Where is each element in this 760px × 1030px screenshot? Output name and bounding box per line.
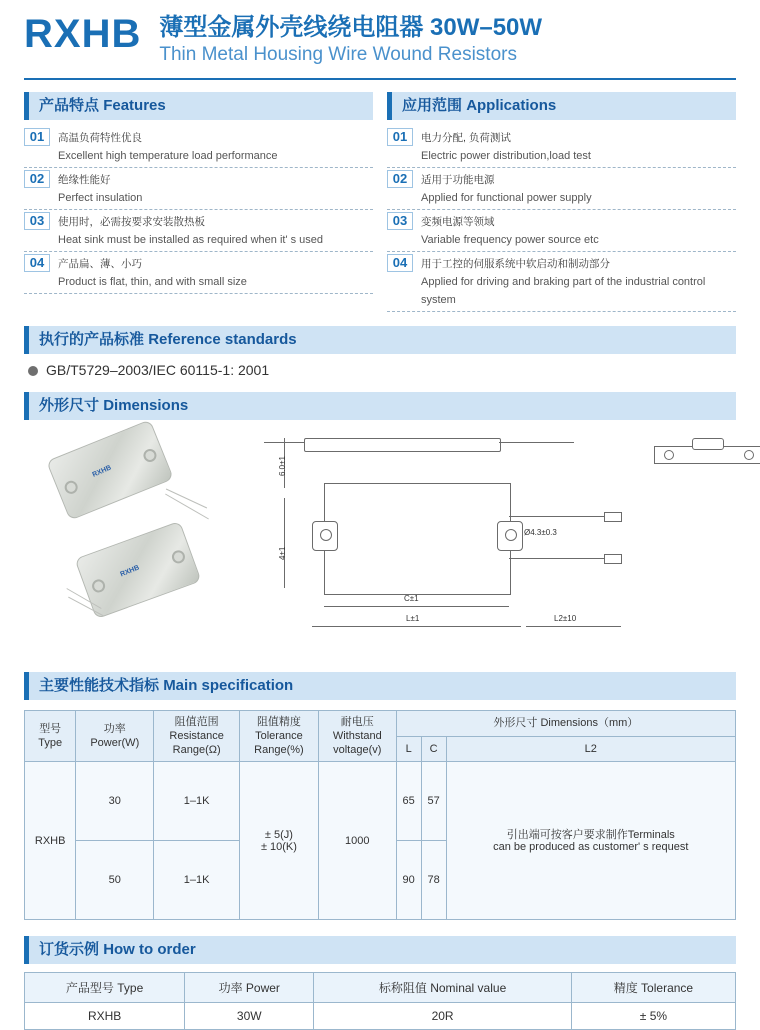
list-item xyxy=(387,126,736,168)
table-row xyxy=(25,1003,736,1030)
standards-bar-cn: 执行的产品标准 xyxy=(39,331,145,348)
standards-bar-en: Reference standards xyxy=(148,331,297,348)
col-header-resistance-en2: Range(Ω) xyxy=(172,744,221,756)
col-header-power-cn: 功率 xyxy=(103,723,126,735)
item-text-en: Applied for functional power supply xyxy=(421,192,592,204)
howtoorder-bar-cn: 订货示例 xyxy=(39,941,100,958)
dim-line-l2 xyxy=(526,626,621,627)
item-number: 03 xyxy=(24,212,50,230)
cell-type: RXHB xyxy=(25,762,76,920)
header-titles xyxy=(159,12,542,68)
table-header-row xyxy=(25,973,736,1003)
item-text xyxy=(58,128,373,164)
col-header-tolerance-cn: 阻值精度 xyxy=(256,716,301,728)
col-header-dimensions-cn: 外形尺寸 xyxy=(493,717,538,730)
list-item xyxy=(24,168,373,210)
standards-section-bar xyxy=(24,326,736,354)
cell-l2-note-en: can be produced as customer' s request xyxy=(493,840,689,853)
item-number: 04 xyxy=(24,254,50,272)
dimensions-bar-cn: 外形尺寸 xyxy=(39,397,100,414)
cell-l: 90 xyxy=(396,841,421,920)
col-header-l: L xyxy=(396,736,421,762)
applications-list xyxy=(387,126,736,312)
dim-label-height: 6.0±1 xyxy=(278,456,287,476)
cell-resistance: 1–1K xyxy=(154,762,240,841)
col-header-tolerance-en2: Range(%) xyxy=(254,744,304,756)
photo-label: RXHB xyxy=(119,564,141,579)
drawing-lead-line xyxy=(499,442,574,443)
item-text-en: Perfect insulation xyxy=(58,192,143,204)
item-text xyxy=(58,254,373,290)
page-title-en: Thin Metal Housing Wire Wound Resistors xyxy=(159,44,517,65)
order-cell-type: RXHB xyxy=(25,1003,185,1030)
table-header-row xyxy=(25,711,736,737)
mainspec-section xyxy=(0,672,760,700)
dim-label-c: C±1 xyxy=(404,594,419,603)
dimensions-section-bar xyxy=(24,392,736,420)
cell-c: 78 xyxy=(421,841,446,920)
cell-l2-note-cn: 引出端可按客户要求制作Terminals xyxy=(506,828,675,841)
col-header-voltage xyxy=(318,711,396,762)
dim-line-l xyxy=(312,626,521,627)
mainspec-bar-en: Main specification xyxy=(163,677,294,694)
standards-value-row xyxy=(0,354,760,378)
item-text xyxy=(58,170,373,206)
dimensions-bar-en: Dimensions xyxy=(103,397,189,414)
list-item xyxy=(24,126,373,168)
item-text-cn: 绝缘性能好 xyxy=(58,174,111,186)
howtoorder-bar-en: How to order xyxy=(103,941,196,958)
item-number: 02 xyxy=(24,170,50,188)
side-view-hole-left xyxy=(664,450,674,460)
cell-tolerance xyxy=(240,762,319,920)
cell-power: 30 xyxy=(76,762,154,841)
howtoorder-section-bar xyxy=(24,936,736,964)
terminal-end-left xyxy=(604,512,622,522)
order-col-nominal: 标称阻值 Nominal value xyxy=(314,973,572,1003)
table-row xyxy=(25,762,736,841)
mounting-hole-icon xyxy=(90,578,107,595)
list-item xyxy=(24,252,373,294)
col-header-l2: L2 xyxy=(446,736,735,762)
col-header-power xyxy=(76,711,154,762)
col-header-type-cn: 型号 xyxy=(39,723,62,735)
applications-column xyxy=(387,92,736,312)
cell-voltage: 1000 xyxy=(318,762,396,920)
list-item xyxy=(24,210,373,252)
item-text xyxy=(421,254,736,308)
item-text-cn: 产品扁、薄、小巧 xyxy=(58,258,142,270)
order-col-power: 功率 Power xyxy=(185,973,314,1003)
howtoorder-section xyxy=(0,936,760,964)
header-divider xyxy=(24,78,736,80)
cell-l: 65 xyxy=(396,762,421,841)
applications-bar-en: Applications xyxy=(466,97,557,114)
mainspec-bar-cn: 主要性能技术指标 xyxy=(39,677,160,694)
item-text-en: Heat sink must be installed as required when it' s used xyxy=(58,234,324,246)
bullet-icon xyxy=(28,366,38,376)
col-header-resistance-cn: 阻值范围 xyxy=(174,716,219,728)
item-text-en: Excellent high temperature load performance xyxy=(58,150,278,162)
applications-section-bar xyxy=(387,92,736,120)
technical-drawing xyxy=(264,428,684,658)
features-bar-en: Features xyxy=(103,97,166,114)
col-header-tolerance xyxy=(240,711,319,762)
item-text xyxy=(421,128,736,164)
item-text-cn: 用于工控的伺服系统中软启动和制动部分 xyxy=(421,258,610,270)
top-view-body xyxy=(324,483,511,595)
mounting-hole-icon xyxy=(142,447,159,464)
side-view-center-block xyxy=(692,438,724,450)
main-specification-table xyxy=(24,710,736,920)
cell-power: 50 xyxy=(76,841,154,920)
dim-label-hole: Ø4.3±0.3 xyxy=(524,528,557,537)
col-header-voltage-cn: 耐电压 xyxy=(340,716,374,728)
drawing-lead-line xyxy=(509,516,614,517)
item-text-en: Variable frequency power source etc xyxy=(421,234,599,246)
item-text-en: Electric power distribution,load test xyxy=(421,150,591,162)
page-title-cn: 薄型金属外壳线绕电阻器 30W–50W xyxy=(159,14,543,41)
cell-l2-note xyxy=(446,762,735,920)
features-bar-cn: 产品特点 xyxy=(39,97,100,114)
col-header-type xyxy=(25,711,76,762)
col-header-dimensions-en: Dimensions（mm） xyxy=(540,717,639,730)
col-header-dimensions xyxy=(396,711,735,737)
order-table-head xyxy=(25,973,736,1003)
col-header-tolerance-en1: Tolerance xyxy=(255,730,303,742)
col-header-type-en: Type xyxy=(38,737,63,749)
item-text-en: Product is flat, thin, and with small size xyxy=(58,276,247,288)
col-header-c: C xyxy=(421,736,446,762)
item-text-cn: 变频电源等领域 xyxy=(421,216,495,228)
item-text xyxy=(421,212,736,248)
col-header-resistance-en1: Resistance xyxy=(169,730,224,742)
standards-section xyxy=(0,326,760,354)
item-text-cn: 高温负荷特性优良 xyxy=(58,132,142,144)
cell-tolerance-j: ± 5(J) xyxy=(264,828,293,841)
dimensions-section xyxy=(0,392,760,420)
features-applications-row xyxy=(0,92,760,312)
item-text-cn: 电力分配, 负荷测试 xyxy=(421,132,511,144)
item-number: 04 xyxy=(387,254,413,272)
item-text xyxy=(58,212,373,248)
col-header-voltage-en2: voltage(v) xyxy=(333,744,382,756)
cell-c: 57 xyxy=(421,762,446,841)
table-body xyxy=(25,762,736,920)
features-list xyxy=(24,126,373,294)
features-column xyxy=(24,92,373,312)
mounting-hole-icon xyxy=(170,549,187,566)
dim-label-l: L±1 xyxy=(406,614,420,623)
col-header-resistance xyxy=(154,711,240,762)
photo-label: RXHB xyxy=(91,464,113,479)
mount-hole-right xyxy=(505,529,517,541)
standards-value: GB/T5729–2003/IEC 60115-1: 2001 xyxy=(46,362,270,378)
list-item xyxy=(387,168,736,210)
item-number: 03 xyxy=(387,212,413,230)
col-header-power-en: Power(W) xyxy=(90,737,140,749)
features-section-bar xyxy=(24,92,373,120)
dim-line-c xyxy=(324,606,509,607)
cell-tolerance-k: ± 10(K) xyxy=(260,840,297,853)
mount-hole-left xyxy=(320,529,332,541)
item-number: 02 xyxy=(387,170,413,188)
table-head xyxy=(25,711,736,762)
how-to-order-table xyxy=(24,972,736,1030)
side-view-body xyxy=(304,438,501,452)
item-text-en: Applied for driving and braking part of the industrial control system xyxy=(421,276,706,306)
item-text-cn: 使用时，必需按要求安装散热板 xyxy=(58,216,205,228)
terminal-end-right xyxy=(604,554,622,564)
dimensions-drawing-area xyxy=(24,428,736,658)
order-cell-nominal: 20R xyxy=(314,1003,572,1030)
list-item xyxy=(387,252,736,312)
product-photo-top xyxy=(46,419,174,520)
dim-extension-line xyxy=(284,498,285,588)
col-header-voltage-en1: Withstand xyxy=(332,730,382,742)
dim-label-thickness: 4±1 xyxy=(278,546,287,560)
dim-label-l2: L2±10 xyxy=(554,614,577,623)
side-view-hole-right xyxy=(744,450,754,460)
page-header xyxy=(0,0,760,74)
cell-resistance: 1–1K xyxy=(154,841,240,920)
order-cell-tolerance: ± 5% xyxy=(571,1003,735,1030)
item-number: 01 xyxy=(24,128,50,146)
order-cell-power: 30W xyxy=(185,1003,314,1030)
mainspec-section-bar xyxy=(24,672,736,700)
brand-logo: RXHB xyxy=(24,12,142,56)
list-item xyxy=(387,210,736,252)
item-text-cn: 适用于功能电源 xyxy=(421,174,495,186)
order-col-tolerance: 精度 Tolerance xyxy=(571,973,735,1003)
item-text xyxy=(421,170,736,206)
order-col-type: 产品型号 Type xyxy=(25,973,185,1003)
mounting-hole-icon xyxy=(63,479,80,496)
order-table-body xyxy=(25,1003,736,1030)
drawing-lead-line xyxy=(509,558,614,559)
right-side-view xyxy=(654,436,760,470)
applications-bar-cn: 应用范围 xyxy=(402,97,463,114)
item-number: 01 xyxy=(387,128,413,146)
